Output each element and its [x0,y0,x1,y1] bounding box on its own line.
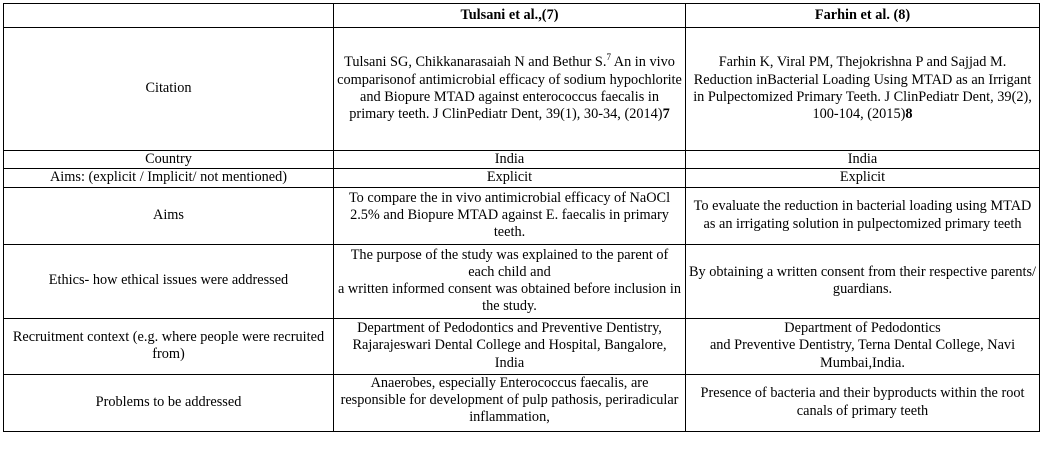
ethics-farhin: By obtaining a written consent from their respective parents/ guardians. [686,244,1040,318]
ethics-tulsani-line-1: The purpose of the study was explained to the parent of each child and [350,246,669,280]
label-citation: Citation [4,28,334,151]
study-comparison-table [3,3,1040,432]
label-aims: Aims [4,187,334,244]
aims-tulsani: To compare the in vivo antimicrobial efficacy of NaOCl 2.5% and Biopure MTAD against E. faecalis in primary teeth. [334,187,686,244]
citation-tulsani [334,28,686,151]
citation-tulsani-title: An in vivo comparisonof antimicrobial efficacy of sodium hypochlorite and Biopure MTAD against enterococcus faecalis in primary teeth. J ClinPediatr Dent, 39(1), 30-34, (2014) [337,54,682,123]
country-tulsani: India [334,151,686,169]
recruitment-tulsani: Department of Pedodontics and Preventive Dentistry, Rajarajeswari Dental College and Hospital, Bangalore, India [334,318,686,374]
problems-farhin: Presence of bacteria and their byproducts within the root canals of primary teeth [686,374,1040,431]
problems-tulsani: Anaerobes, especially Enterococcus faecalis, are responsible for development of pulp pathosis, periradicular inflammation, [334,374,686,431]
ethics-tulsani [334,244,686,318]
row-aims-type [4,169,1040,187]
row-recruitment [4,318,1040,374]
ethics-tulsani-line-2: a written informed consent was obtained before inclusion in the study. [337,281,682,315]
citation-tulsani-ref: 7 [662,106,670,123]
row-country [4,151,1040,169]
citation-tulsani-authors: Tulsani SG, Chikkanarasaiah N and Bethur S. [344,54,607,71]
citation-farhin [686,28,1040,151]
recruitment-farhin-line-2: and Preventive Dentistry, Terna Dental College, Navi Mumbai,India. [709,337,1016,371]
citation-farhin-ref: 8 [905,106,913,123]
label-ethics: Ethics- how ethical issues were addressed [4,244,334,318]
aims-type-tulsani: Explicit [334,169,686,187]
row-problems [4,374,1040,431]
label-aims-type: Aims: (explicit / Implicit/ not mentioned) [4,169,334,187]
header-tulsani: Tulsani et al.,(7) [334,4,686,28]
header-empty-cell [4,4,334,28]
row-ethics [4,244,1040,318]
label-recruitment: Recruitment context (e.g. where people were recruited from) [4,318,334,374]
label-country: Country [4,151,334,169]
recruitment-farhin-line-1: Department of Pedodontics [784,320,941,337]
aims-farhin: To evaluate the reduction in bacterial loading using MTAD as an irrigating solution in pulpectomized primary teeth [686,187,1040,244]
label-problems: Problems to be addressed [4,374,334,431]
recruitment-farhin [686,318,1040,374]
row-aims [4,187,1040,244]
citation-farhin-text: Farhin K, Viral PM, Thejokrishna P and Sajjad M. Reduction inBacterial Loading Using MTAD as an Irrigant in Pulpectomized Primary Teeth. J ClinPediatr Dent, 39(2), 100-104, (2015) [693,54,1032,123]
citation-tulsani-sup: 7 [606,52,611,63]
aims-type-farhin: Explicit [686,169,1040,187]
header-farhin: Farhin et al. (8) [686,4,1040,28]
row-citation [4,28,1040,151]
header-row [4,4,1040,28]
country-farhin: India [686,151,1040,169]
